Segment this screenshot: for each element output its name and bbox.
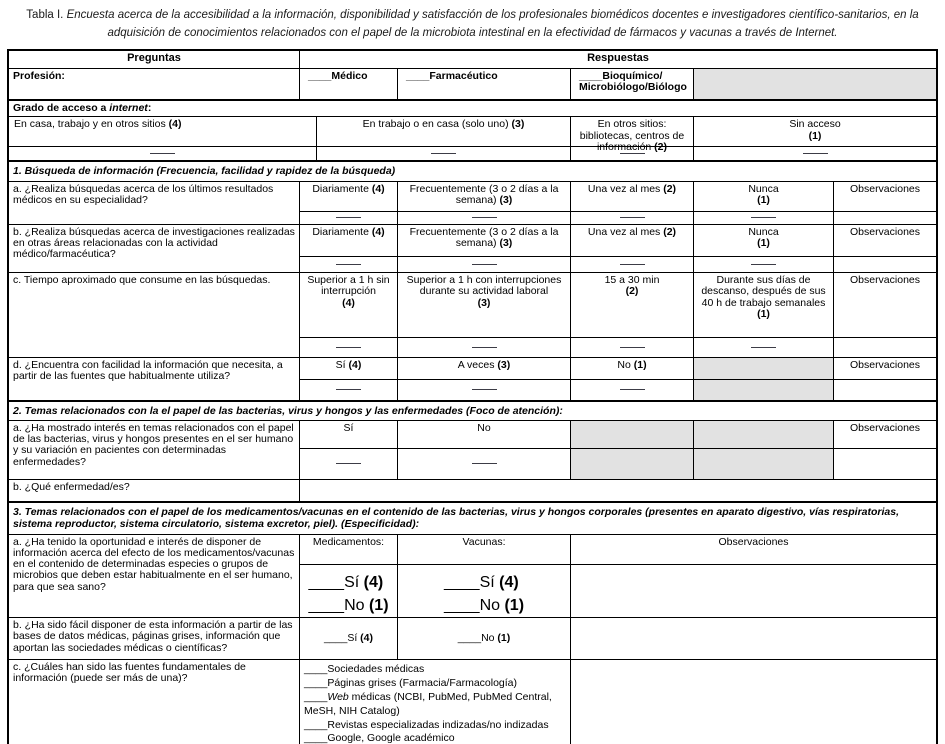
answer-blank: [300, 256, 397, 272]
source-item: ____Google, Google académico: [304, 732, 455, 744]
vacunas-column: [398, 535, 571, 617]
question-row-1d: [9, 357, 936, 400]
blank-line: [336, 347, 361, 348]
profession-row: [9, 68, 936, 99]
access-option-1: [9, 117, 317, 160]
answer-blank: [571, 146, 693, 160]
section2-heading: 2. Temas relacionados con la el papel de las bacterias, virus y hongos y las enfermedades (Foco de atención):: [13, 404, 563, 417]
answer-options: ____Sí (4) ____No (1): [300, 564, 397, 617]
question-row-2a: [9, 420, 936, 479]
answer-blank: [694, 146, 936, 160]
section3-heading-row: [9, 501, 936, 534]
option-cell: Durante sus días de descanso, después de sus 40 h de trabajo semanales (1): [694, 273, 834, 357]
answer-blank: [694, 256, 833, 272]
question-cell: c. ¿Cuáles han sido las fuentes fundamentales de información (puede ser más de una)?: [9, 660, 300, 744]
blank-line: [336, 463, 361, 464]
profession-option-farmaceutico: ____Farmacéutico: [398, 69, 571, 99]
option-label: En casa, trabajo y en otros sitios (4): [14, 118, 182, 131]
blank-line: [336, 217, 361, 218]
option-cell: Superior a 1 h con interrupciones durante su actividad laboral (3): [398, 273, 571, 357]
section2-heading-row: [9, 400, 936, 420]
option-cell-no: ____No (1): [398, 618, 571, 659]
question-row-2b: [9, 479, 936, 501]
observations-cell: Observaciones: [571, 535, 936, 617]
blank-line: [620, 264, 645, 265]
blank-line: [336, 264, 361, 265]
answer-blank: [9, 146, 316, 160]
observations-cell: Observaciones: [834, 273, 936, 357]
blank-line: [472, 264, 497, 265]
shaded-cell: [694, 421, 834, 479]
question-cell: b. ¿Qué enfermedad/es?: [9, 480, 300, 501]
option-cell: Diariamente (4): [300, 182, 398, 224]
option-cell: Nunca (1): [694, 225, 834, 272]
access-label-pre: Grado de acceso a: [13, 102, 110, 114]
option-cell: 15 a 30 min (2): [571, 273, 694, 357]
observations-cell: Observaciones: [834, 421, 936, 479]
option-cell: Sí: [300, 421, 398, 479]
access-label-internet: internet: [109, 102, 148, 114]
observations-cell: Observaciones: [834, 182, 936, 224]
question-cell: a. ¿Ha mostrado interés en temas relacionados con el papel de las bacterias, virus y hongos presentes en el ser humano y su variación en pacientes con determinadas enfermedades?: [9, 421, 300, 479]
answer-blank: [571, 337, 693, 357]
blank-line: [472, 463, 497, 464]
survey-table: [7, 49, 938, 744]
source-item: ____Sociedades médicas: [304, 663, 425, 676]
option-cell: Sí (4): [300, 358, 398, 400]
table-number: Tabla I.: [26, 9, 64, 21]
free-answer-cell: [571, 618, 936, 659]
question-row-3b: [9, 617, 936, 659]
question-row-1c: [9, 272, 936, 357]
answer-blank: [398, 448, 570, 479]
access-option-4: [694, 117, 936, 160]
section1-heading: 1. Búsqueda de información (Frecuencia, facilidad y rapidez de la búsqueda): [13, 165, 396, 178]
answer-blank: [571, 256, 693, 272]
blank-line: [751, 347, 776, 348]
internet-access-options-row: [9, 116, 936, 160]
answer-blank: [317, 146, 570, 160]
caption-text: Encuesta acerca de la accesibilidad a la información, disponibilidad y satisfacción de los profesionales biomédicos docentes e investigadores científico-sanitarios, en la adquisición de conocimientos relacionados con el papel de la microbiota intestinal en la efectividad de fármacos y vacunas a través de Internet.: [66, 9, 919, 39]
option-cell: No (1): [571, 358, 694, 400]
answer-blank: [571, 379, 693, 400]
source-item: ____Páginas grises (Farmacia/Farmacología): [304, 676, 518, 689]
answer-blank: [300, 379, 397, 400]
sources-list: [300, 660, 571, 744]
answer-blank: [398, 256, 570, 272]
answer-options: ____Sí (4) ____No (1): [398, 564, 570, 617]
free-answer-cell: [571, 660, 936, 744]
internet-access-label: [9, 101, 936, 116]
column-header: Vacunas:: [462, 535, 506, 548]
blank-line: [150, 153, 175, 154]
option-label: En trabajo o en casa (solo uno) (3): [362, 118, 525, 131]
option-cell: Nunca (1): [694, 182, 834, 224]
internet-access-row: [9, 99, 936, 116]
option-cell: Frecuentemente (3 o 2 días a la semana) (3): [398, 225, 571, 272]
profession-option-medico: ____Médico: [300, 69, 398, 99]
source-item: ____Revistas especializadas indizadas/no indizadas: [304, 718, 549, 731]
blank-line: [751, 264, 776, 265]
observations-cell: Observaciones: [834, 358, 936, 400]
question-row-3c: [9, 659, 936, 744]
profession-label: Profesión:: [9, 69, 300, 99]
section1-heading-row: [9, 160, 936, 180]
option-cell: Diariamente (4): [300, 225, 398, 272]
option-cell: Una vez al mes (2): [571, 182, 694, 224]
blank-line: [472, 347, 497, 348]
question-cell: d. ¿Encuentra con facilidad la información que necesita, a partir de las fuentes que habitualmente utiliza?: [9, 358, 300, 400]
option-cell: Frecuentemente (3 o 2 días a la semana) (3): [398, 182, 571, 224]
answer-blank: [300, 211, 397, 224]
question-row-3a: [9, 534, 936, 617]
option-cell: Superior a 1 h sin interrupción (4): [300, 273, 398, 357]
question-cell: a. ¿Realiza búsquedas acerca de los últimos resultados médicos en su especialidad?: [9, 182, 300, 224]
header-row: [9, 51, 936, 68]
answer-blank: [571, 211, 693, 224]
option-cell-si: ____Sí (4): [300, 618, 398, 659]
access-option-3: [571, 117, 694, 160]
blank-line: [803, 153, 828, 154]
question-row-1b: [9, 224, 936, 272]
blank-line: [620, 347, 645, 348]
answer-blank: [398, 379, 570, 400]
answer-blank: [694, 337, 833, 357]
source-item: ____Web médicas (NCBI, PubMed, PubMed Central, MeSH, NIH Catalog): [304, 690, 552, 717]
section3-heading: 3. Temas relacionados con el papel de los medicamentos/vacunas en el contenido de las bacterias, virus y hongos corporales (presentes en aparato digestivo, vías respiratorias, sistema reproductor, sistema circulatorio, sistema excretor, piel). (Especificidad):: [13, 505, 900, 531]
blank-line: [472, 217, 497, 218]
blank-line: [336, 389, 361, 390]
question-cell: b. ¿Ha sido fácil disponer de esta información a partir de las bases de datos médicas, páginas grises, información que aportan las sociedades médicas o científicas?: [9, 618, 300, 659]
table-caption: [22, 7, 923, 43]
question-cell: a. ¿Ha tenido la oportunidad e interés de disponer de información acerca del efecto de los medicamentos/vacunas en el contenido de determinadas especies o grupos de microbios que deben estar habitualmente en el ser humano, para que sea sano?: [9, 535, 300, 617]
option-label: En otros sitios: bibliotecas, centros de información (2): [579, 118, 685, 154]
header-respuestas: Respuestas: [587, 52, 649, 64]
option-cell: Una vez al mes (2): [571, 225, 694, 272]
access-label-post: :: [147, 102, 152, 114]
profession-option-bioquimico: [571, 69, 694, 99]
blank-line: [472, 389, 497, 390]
question-cell: c. Tiempo aproximado que consume en las búsquedas.: [9, 273, 300, 357]
shaded-cell: [571, 421, 694, 479]
shaded-cell: [694, 358, 834, 400]
blank-line: [751, 217, 776, 218]
option-cell: No: [398, 421, 571, 479]
option-cell: A veces (3): [398, 358, 571, 400]
answer-blank: [694, 211, 833, 224]
answer-blank: [300, 448, 397, 479]
observations-cell: Observaciones: [834, 225, 936, 272]
question-cell: b. ¿Realiza búsquedas acerca de investigaciones realizadas en otras áreas relacionadas con la actividad médico/farmacéutica?: [9, 225, 300, 272]
column-header: Medicamentos:: [312, 535, 385, 548]
blank-line: [620, 217, 645, 218]
free-answer-cell: [300, 480, 936, 501]
blank-line: [431, 153, 456, 154]
answer-blank: [300, 337, 397, 357]
header-preguntas: Preguntas: [9, 51, 300, 68]
blank-line: [620, 153, 645, 154]
bioquimico-line2: Microbiólogo/Biólogo: [579, 81, 687, 94]
answer-blank: [398, 211, 570, 224]
bioquimico-line1: ____Bioquímico/: [579, 70, 663, 82]
shaded-cell: [694, 69, 936, 99]
answer-blank: [398, 337, 570, 357]
medicamentos-column: [300, 535, 398, 617]
question-row-1a: [9, 181, 936, 224]
access-option-2: [317, 117, 571, 160]
blank-line: [620, 389, 645, 390]
option-label: Sin acceso (1): [789, 118, 841, 142]
